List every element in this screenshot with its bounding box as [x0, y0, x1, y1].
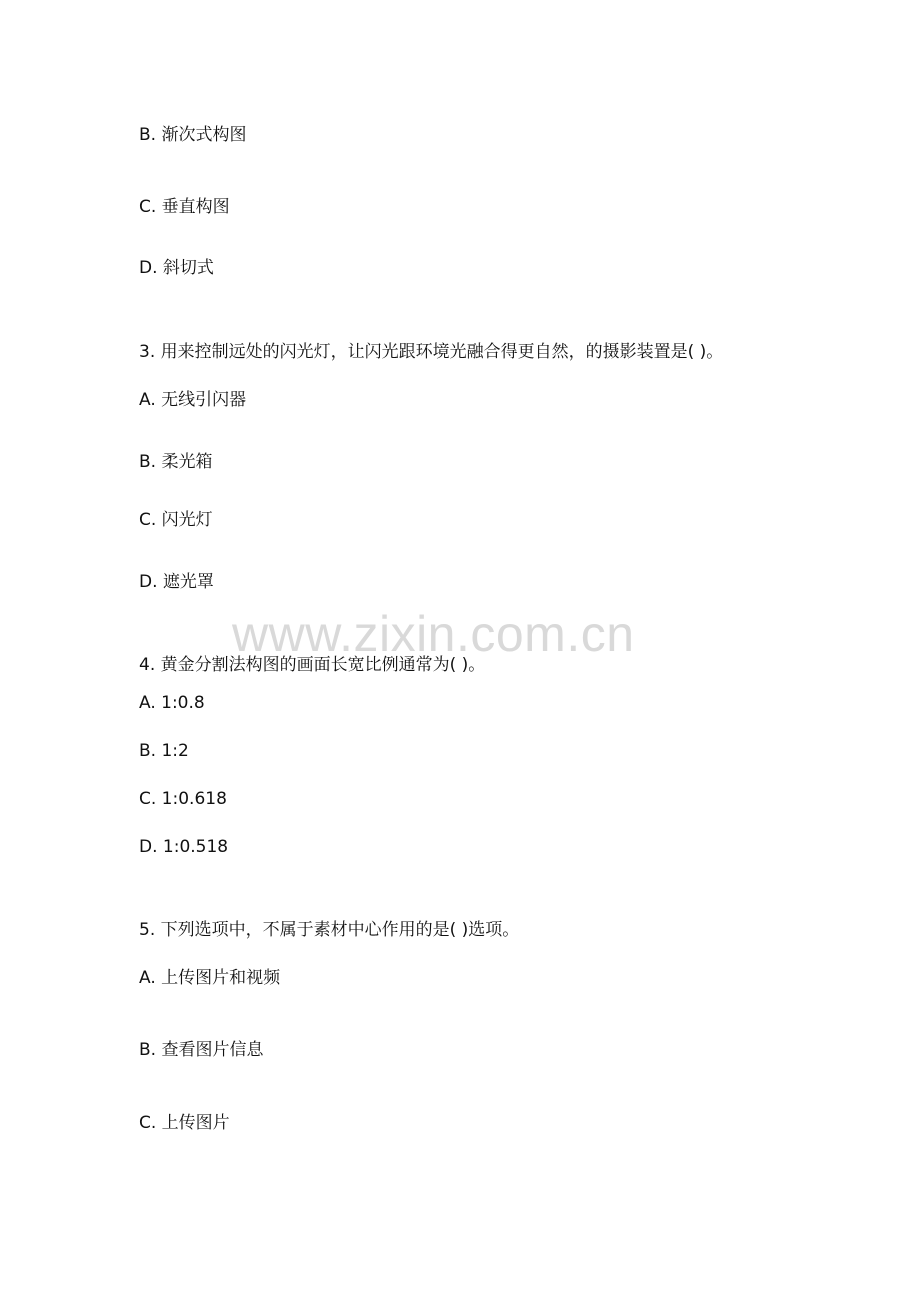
question-4: 4. 黄金分割法构图的画面长宽比例通常为( )。	[139, 655, 486, 675]
watermark: www.zixin.com.cn	[232, 606, 635, 662]
q4-option-a: A. 1:0.8	[139, 693, 205, 713]
q5-option-c: C. 上传图片	[139, 1113, 230, 1133]
q3-option-b: B. 柔光箱	[139, 452, 213, 472]
q5-option-b: B. 查看图片信息	[139, 1040, 264, 1060]
q2-option-d: D. 斜切式	[139, 258, 214, 278]
q5-option-a: A. 上传图片和视频	[139, 968, 281, 988]
q4-option-c: C. 1:0.618	[139, 789, 227, 809]
q2-option-b: B. 渐次式构图	[139, 125, 247, 145]
q3-option-a: A. 无线引闪器	[139, 390, 247, 410]
q2-option-c: C. 垂直构图	[139, 197, 230, 217]
question-3: 3. 用来控制远处的闪光灯，让闪光跟环境光融合得更自然，的摄影装置是( )。	[139, 342, 724, 362]
question-5: 5. 下列选项中，不属于素材中心作用的是( )选项。	[139, 920, 520, 940]
q3-option-c: C. 闪光灯	[139, 510, 213, 530]
q3-option-d: D. 遮光罩	[139, 572, 214, 592]
q4-option-b: B. 1:2	[139, 741, 189, 761]
q4-option-d: D. 1:0.518	[139, 837, 229, 857]
